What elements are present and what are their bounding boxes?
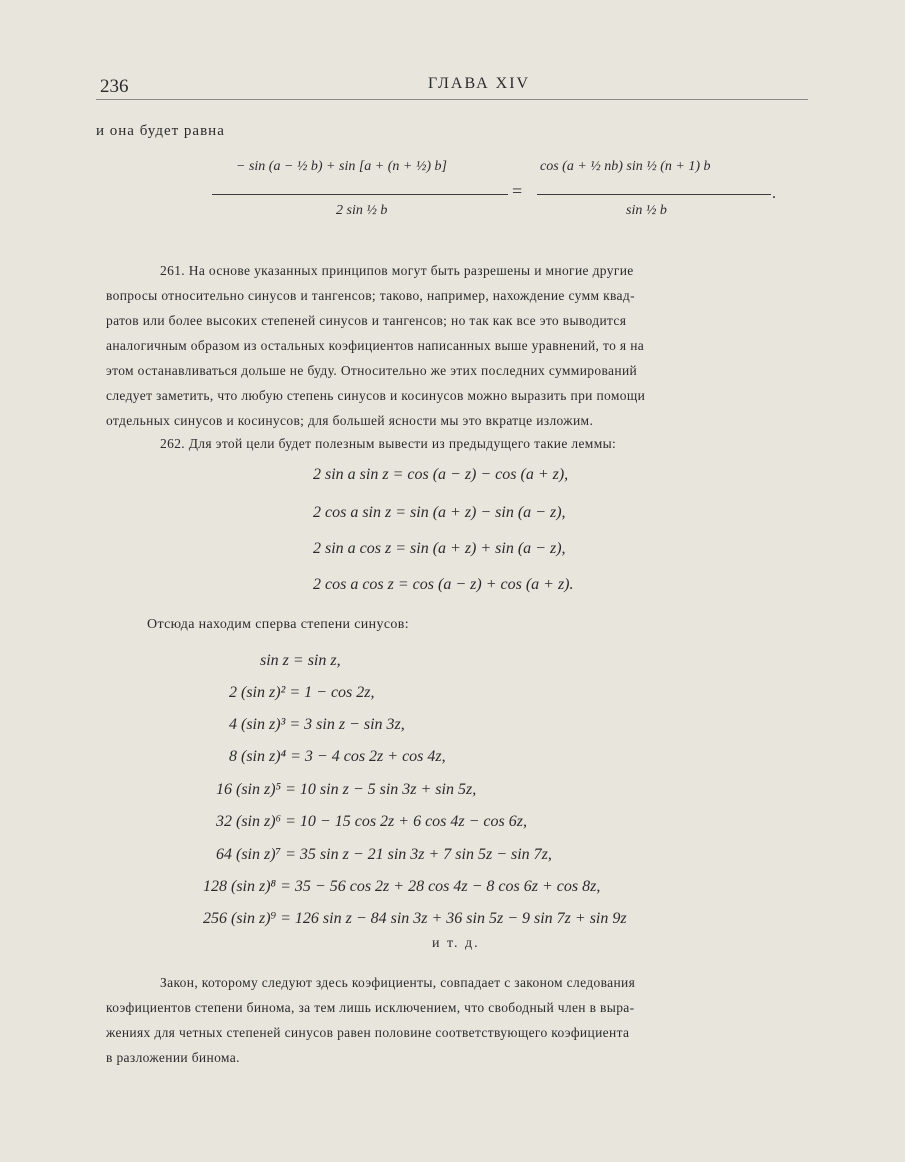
intro-text: и она будет равна — [96, 123, 225, 139]
etc-text: и т. д. — [432, 936, 480, 951]
equation-rhs-fraction-bar — [537, 194, 771, 195]
closing-paragraph-line: Закон, которому следуют здесь коэфициенты, совпадает с законом следования — [160, 975, 636, 990]
equation-period: . — [772, 185, 776, 202]
closing-paragraph-line: жениях для четных степеней синусов равен половине соответствующего коэфициента — [106, 1025, 630, 1040]
equation-lhs-fraction-bar — [212, 194, 508, 195]
lemma: 2 sin a cos z = sin (a + z) + sin (a − z), — [313, 540, 566, 557]
power-formula: 32 (sin z)⁶ = 10 − 15 cos 2z + 6 cos 4z − cos 6z, — [216, 813, 527, 830]
power-formula: 16 (sin z)⁵ = 10 sin z − 5 sin 3z + sin 5z, — [216, 781, 477, 798]
equation-lhs-numerator: − sin (a − ½ b) + sin [a + (n + ½) b] — [236, 159, 447, 174]
equation-lhs-denominator: 2 sin ½ b — [336, 203, 388, 218]
closing-paragraph-line: в разложении бинома. — [106, 1050, 240, 1065]
power-formula: 256 (sin z)⁹ = 126 sin z − 84 sin 3z + 36 sin 5z − 9 sin 7z + sin 9z — [203, 910, 627, 927]
power-formula: 64 (sin z)⁷ = 35 sin z − 21 sin 3z + 7 sin 5z − sin 7z, — [216, 846, 552, 863]
section-261-line: аналогичным образом из остальных коэфициентов написанных выше уравнений, то я на — [106, 338, 645, 353]
lemma: 2 cos a cos z = cos (a − z) + cos (a + z). — [313, 576, 574, 593]
equation-equals-sign: = — [512, 181, 523, 201]
section-261-line: 261. На основе указанных принципов могут быть разрешены и многие другие — [160, 263, 634, 278]
power-formula: 128 (sin z)⁸ = 35 − 56 cos 2z + 28 cos 4z − 8 cos 6z + cos 8z, — [203, 878, 601, 895]
section-261-line: ратов или более высоких степеней синусов и тангенсов; но так как все это выводится — [106, 313, 627, 328]
equation-rhs-denominator: sin ½ b — [626, 203, 667, 218]
power-formula: 8 (sin z)⁴ = 3 − 4 cos 2z + cos 4z, — [229, 748, 446, 765]
section-261-line: вопросы относительно синусов и тангенсов; таково, например, нахождение сумм квад- — [106, 288, 635, 303]
closing-paragraph-line: коэфициентов степени бинома, за тем лишь исключением, что свободный член в выра- — [106, 1000, 635, 1015]
power-formula: 2 (sin z)² = 1 − cos 2z, — [229, 684, 375, 701]
equation-rhs-numerator: cos (a + ½ nb) sin ½ (n + 1) b — [540, 159, 711, 174]
lemma: 2 cos a sin z = sin (a + z) − sin (a − z), — [313, 504, 566, 521]
header-rule — [96, 99, 808, 100]
section-261-line: следует заметить, что любую степень синусов и косинусов можно выразить при помощи — [106, 388, 646, 403]
section-261-line: отдельных синусов и косинусов; для большей ясности мы это вкратце изложим. — [106, 413, 594, 428]
powers-intro: Отсюда находим сперва степени синусов: — [147, 617, 409, 632]
chapter-title: ГЛАВА XIV — [428, 75, 531, 92]
section-262-intro: 262. Для этой цели будет полезным вывести из предыдущего такие леммы: — [160, 436, 617, 451]
section-261-line: этом останавливаться дольше не буду. Относительно же этих последних суммирований — [106, 363, 638, 378]
lemma: 2 sin a sin z = cos (a − z) − cos (a + z), — [313, 466, 569, 483]
power-formula: sin z = sin z, — [260, 652, 341, 669]
page-number: 236 — [100, 76, 129, 97]
power-formula: 4 (sin z)³ = 3 sin z − sin 3z, — [229, 716, 405, 733]
